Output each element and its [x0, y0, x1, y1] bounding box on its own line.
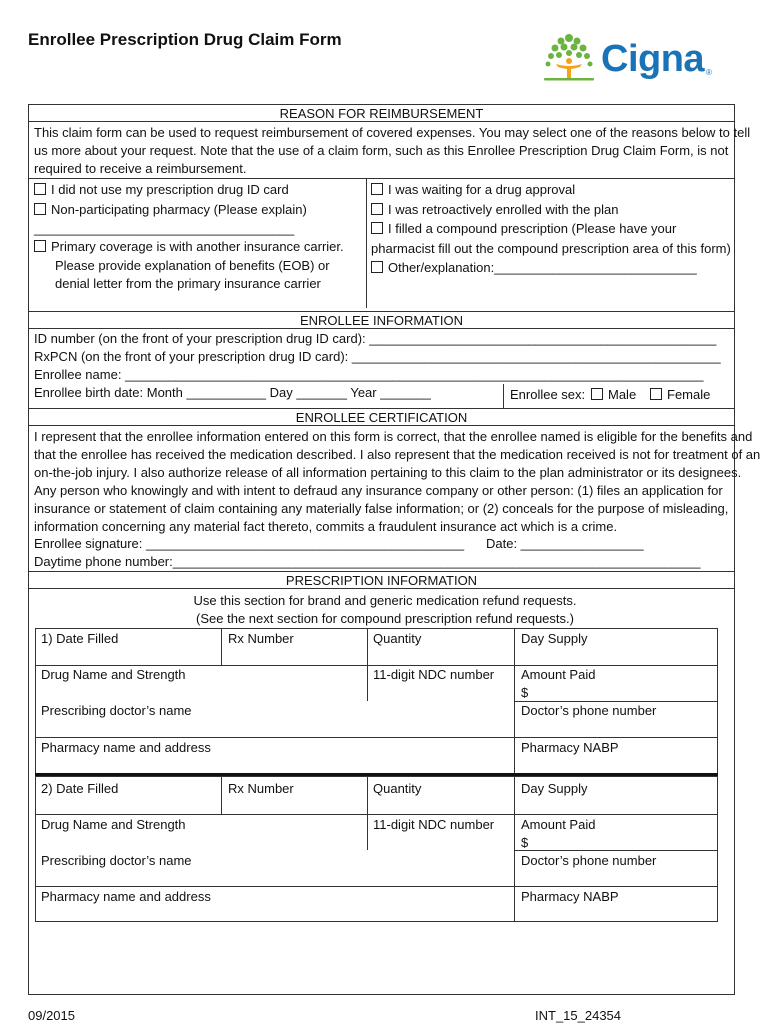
enrollee-name-field[interactable]: Enrollee name: ________________________________________________________________________________	[34, 367, 704, 382]
amount-paid-field[interactable]: Amount Paid	[521, 817, 596, 832]
ndc-number-field[interactable]: 11-digit NDC number	[373, 667, 495, 682]
signature-field[interactable]: Enrollee signature: ____________________________________________	[34, 536, 465, 551]
checkbox[interactable]	[34, 183, 46, 195]
pharmacy-nabp-field[interactable]: Pharmacy NABP	[521, 889, 619, 904]
drug-name-field[interactable]: Drug Name and Strength	[41, 667, 186, 682]
reason-intro-line-3: required to receive a reimbursement.	[34, 161, 247, 176]
sex-option-female[interactable]: Female	[650, 386, 710, 404]
date-filled-field[interactable]: 1) Date Filled	[41, 631, 119, 646]
day-supply-field[interactable]: Day Supply	[521, 631, 588, 646]
rx-number-field[interactable]: Rx Number	[228, 631, 294, 646]
checkbox[interactable]	[371, 261, 383, 273]
doctor-phone-field[interactable]: Doctor’s phone number	[521, 703, 657, 718]
divider	[366, 178, 367, 308]
dollar-sign: $	[521, 835, 529, 850]
checkbox[interactable]	[591, 388, 603, 400]
rx-number-field[interactable]: Rx Number	[228, 781, 294, 796]
checkbox[interactable]	[371, 203, 383, 215]
rxpcn-field[interactable]: RxPCN (on the front of your prescription drug ID card): ___________________________________________________	[34, 349, 721, 364]
compound-line-2: pharmacist fill out the compound prescription area of this form)	[371, 241, 731, 256]
section-heading-reason: REASON FOR REIMBURSEMENT	[29, 104, 734, 122]
reason-intro-line-1: This claim form can be used to request reimbursement of covered expenses. You may select one of the reasons below to tell	[34, 125, 751, 140]
divider	[221, 776, 222, 814]
reason-option-waiting-approval[interactable]: I was waiting for a drug approval	[371, 181, 575, 199]
prescribing-doctor-field[interactable]: Prescribing doctor’s name	[41, 703, 192, 718]
divider	[503, 384, 504, 408]
primary-coverage-line-3: denial letter from the primary insurance carrier	[55, 276, 321, 291]
pharmacy-address-field[interactable]: Pharmacy name and address	[41, 740, 211, 755]
reason-option-no-id-card[interactable]: I did not use my prescription drug ID card	[34, 181, 289, 199]
divider	[35, 737, 718, 738]
signature-date-field[interactable]: Date: _________________	[486, 536, 644, 551]
divider	[35, 886, 718, 887]
section-heading-enrollee: ENROLLEE INFORMATION	[29, 311, 734, 329]
explanation-blank[interactable]: ____________________________________	[34, 221, 295, 236]
checkbox[interactable]	[371, 183, 383, 195]
cigna-logo-text: Cigna	[601, 38, 705, 80]
reason-intro-line-2: us more about your request. Note that the use of a claim form, such as this Enrollee Prescription Drug Claim Form, is not	[34, 143, 729, 158]
reason-option-other[interactable]: Other/explanation:____________________________	[371, 259, 697, 277]
footer-date: 09/2015	[28, 1008, 75, 1023]
registered-mark: ®	[706, 68, 712, 77]
checkbox[interactable]	[371, 222, 383, 234]
sex-option-male[interactable]: Male	[591, 386, 636, 404]
reason-option-non-participating[interactable]: Non-participating pharmacy (Please explain)	[34, 201, 307, 219]
day-supply-field[interactable]: Day Supply	[521, 781, 588, 796]
quantity-field[interactable]: Quantity	[373, 781, 422, 796]
section-heading-certification: ENROLLEE CERTIFICATION	[29, 408, 734, 426]
primary-coverage-line-2: Please provide explanation of benefits (EOB) or	[55, 258, 330, 273]
id-number-field[interactable]: ID number (on the front of your prescription drug ID card): ________________________________________________	[34, 331, 717, 346]
divider	[29, 178, 734, 179]
certification-line-4: Any person who knowingly and with intent to defraud any insurance company or other person: (1) files an application for	[34, 483, 723, 498]
ndc-number-field[interactable]: 11-digit NDC number	[373, 817, 495, 832]
checkbox[interactable]	[34, 203, 46, 215]
checkbox[interactable]	[34, 240, 46, 252]
amount-paid-field[interactable]: Amount Paid	[521, 667, 596, 682]
divider	[367, 776, 368, 850]
pharmacy-nabp-field[interactable]: Pharmacy NABP	[521, 740, 619, 755]
daytime-phone-field[interactable]: Daytime phone number:_________________________________________________________________________	[34, 554, 701, 569]
certification-line-2: that the enrollee has received the medication described. I also represent that the medication received is not for treatment of an	[34, 447, 761, 462]
reason-option-primary-coverage[interactable]: Primary coverage is with another insurance carrier.	[34, 238, 344, 256]
certification-line-3: on-the-job injury. I also authorize release of all information pertaining to this claim to the plan administrator or its designees.	[34, 465, 742, 480]
divider	[514, 776, 515, 922]
divider	[221, 628, 222, 665]
drug-name-field[interactable]: Drug Name and Strength	[41, 817, 186, 832]
certification-line-5: insurance or statement of claim containing any materially false information; or (2) conceals for the purpose of misleading,	[34, 501, 729, 516]
prescription-note-2: (See the next section for compound prescription refund requests.)	[196, 611, 574, 626]
reason-option-compound[interactable]: I filled a compound prescription (Please have your	[371, 220, 676, 238]
footer-form-code: INT_15_24354	[535, 1008, 622, 1023]
certification-line-1: I represent that the enrollee information entered on this form is correct, that the enrollee named is eligible for the benefits and	[34, 429, 753, 444]
divider	[514, 850, 718, 851]
doctor-phone-field[interactable]: Doctor’s phone number	[521, 853, 657, 868]
pharmacy-address-field[interactable]: Pharmacy name and address	[41, 889, 211, 904]
prescribing-doctor-field[interactable]: Prescribing doctor’s name	[41, 853, 192, 868]
reason-option-retroactive[interactable]: I was retroactively enrolled with the plan	[371, 201, 619, 219]
date-filled-field[interactable]: 2) Date Filled	[41, 781, 119, 796]
quantity-field[interactable]: Quantity	[373, 631, 422, 646]
section-heading-prescription: PRESCRIPTION INFORMATION	[29, 571, 734, 589]
certification-line-6: information concerning any material fact thereto, commits a fraudulent insurance act which is a crime.	[34, 519, 618, 534]
prescription-note-1: Use this section for brand and generic medication refund requests.	[193, 593, 577, 608]
divider	[35, 814, 718, 815]
enrollee-sex-label: Enrollee sex:	[510, 387, 586, 402]
checkbox[interactable]	[650, 388, 662, 400]
birth-date-field[interactable]: Enrollee birth date: Month ___________ Day _______ Year _______	[34, 385, 431, 400]
form-title: Enrollee Prescription Drug Claim Form	[28, 30, 342, 49]
dollar-sign: $	[521, 685, 529, 700]
